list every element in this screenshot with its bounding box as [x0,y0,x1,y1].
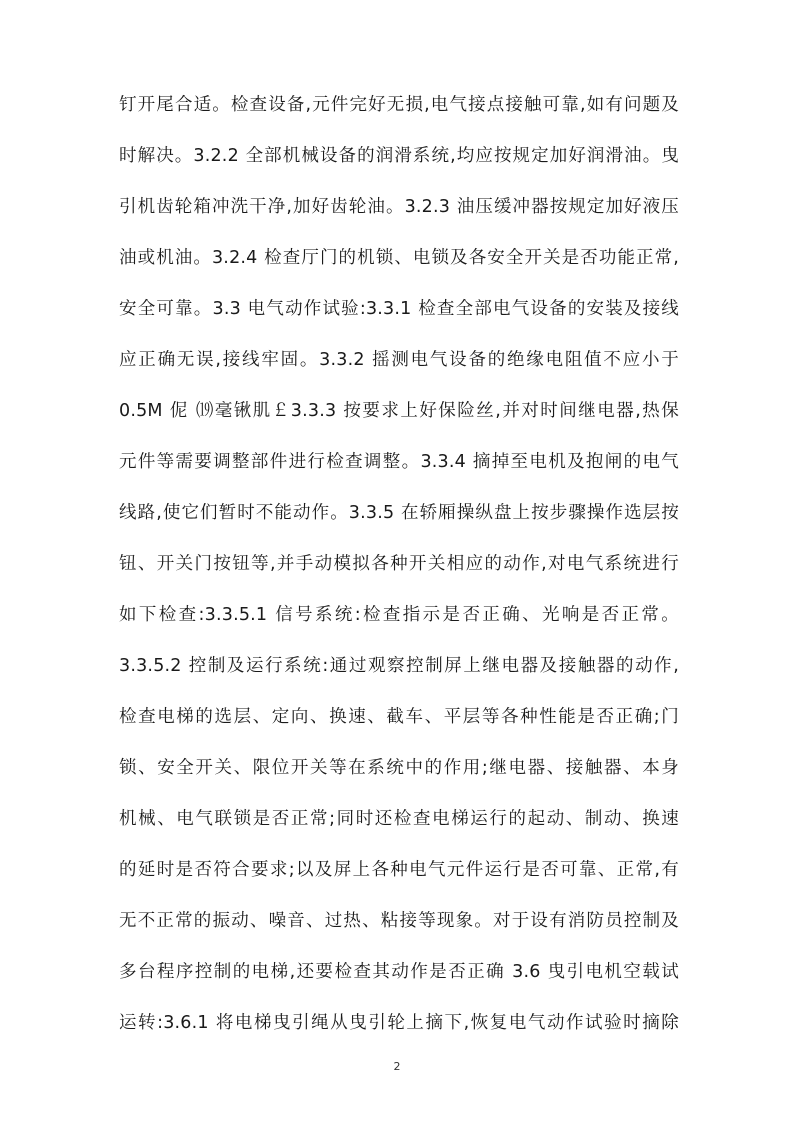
text-line: 如下检查:3.3.5.1 信号系统:检查指示是否正确、光响是否正常。 [119,605,679,625]
text-line: 无不正常的振动、噪音、过热、粘接等现象。对于设有消防员控制及 [119,911,679,931]
text-line: 运转:3.6.1 将电梯曳引绳从曳引轮上摘下,恢复电气动作试验时摘除 [119,1013,679,1033]
text-line: 3.3.5.2 控制及运行系统:通过观察控制屏上继电器及接触器的动作, [119,656,679,676]
text-line: 应正确无误,接线牢固。3.3.2 摇测电气设备的绝缘电阻值不应小于 [119,350,679,370]
text-line: 时解决。3.2.2 全部机械设备的润滑系统,均应按规定加好润滑油。曳 [119,146,679,166]
text-line: 钮、开关门按钮等,并手动模拟各种开关相应的动作,对电气系统进行 [119,554,679,574]
text-line: 钉开尾合适。检查设备,元件完好无损,电气接点接触可靠,如有问题及 [119,95,679,115]
text-line: 线路,使它们暂时不能动作。3.3.5 在轿厢操纵盘上按步骤操作选层按 [119,503,679,523]
text-line: 元件等需要调整部件进行检查调整。3.3.4 摘掉至电机及抱闸的电气 [119,452,679,472]
text-line: 安全可靠。3.3 电气动作试验:3.3.1 检查全部电气设备的安装及接线 [119,299,679,319]
text-line: 多台程序控制的电梯,还要检查其动作是否正确 3.6 曳引电机空载试 [119,962,679,982]
text-line: 锁、安全开关、限位开关等在系统中的作用;继电器、接触器、本身 [119,758,679,778]
text-line: 机械、电气联锁是否正常;同时还检查电梯运行的起动、制动、换速 [119,809,679,829]
page-number: 2 [393,1060,401,1073]
text-line: 引机齿轮箱冲洗干净,加好齿轮油。3.2.3 油压缓冲器按规定加好液压 [119,197,679,217]
text-line: 检查电梯的选层、定向、换速、截车、平层等各种性能是否正确;门 [119,707,679,727]
text-line: 油或机油。3.2.4 检查厅门的机锁、电锁及各安全开关是否功能正常, [119,248,679,268]
text-line: 0.5M 伲 ⒆毫锹肌￡3.3.3 按要求上好保险丝,并对时间继电器,热保 [119,401,679,421]
text-line: 的延时是否符合要求;以及屏上各种电气元件运行是否可靠、正常,有 [119,860,679,880]
